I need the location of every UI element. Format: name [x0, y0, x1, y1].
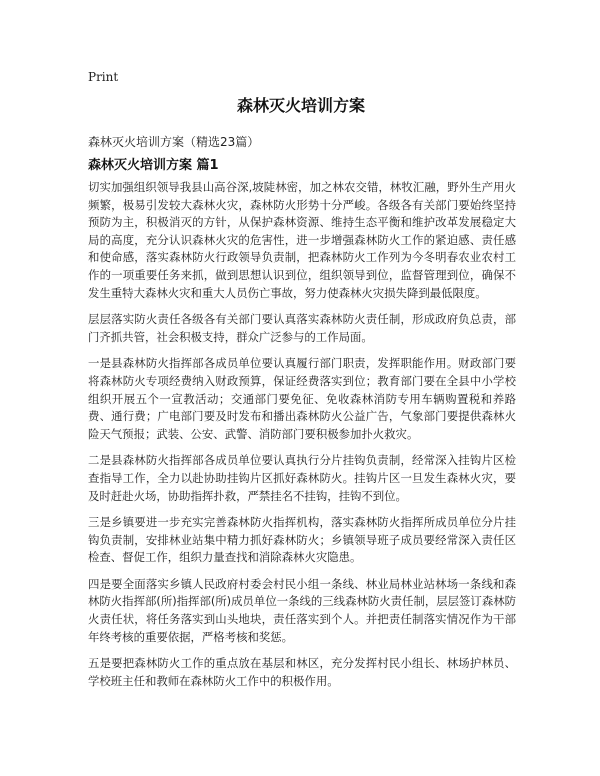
paragraph-point-three: 三是乡镇要进一步充实完善森林防火指挥机构，落实森林防火指挥所成员单位分片挂钩负责制，安排林业站集中精力抓好森林防火；乡镇领导班子成员要经常深入责任区检查、督促工作，组织力量查找和消除森林火灾隐患。: [88, 515, 516, 565]
document-title: 森林灭火培训方案: [236, 96, 365, 115]
print-label[interactable]: Print: [88, 70, 119, 84]
paragraph-intro: 切实加强组织领导我县山高谷深,坡陡林密，加之林农交错，林牧汇融，野外生产用火频繁，极易引发较大森林火灾，森林防火形势十分严峻。各级各有关部门要始终坚持预防为主，积极消灭的方针，从保护森林资源、维持生态平衡和维护改革发展稳定大局的高度，充分认识森林火灾的危害性，进一步增强森林防火工作的紧迫感、责任感和使命感，落实森林防火行政领导负责制，把森林防火工作列为今冬明春农业农村工作的一项重要任务来抓，做到思想认识到位，组织领导到位，监督管理到位，确保不发生重特大森林火灾和重大人员伤亡事故，努力使森林火灾损失降到最低限度。: [88, 180, 516, 300]
paragraph-responsibility: 层层落实防火责任各级各有关部门要认真落实森林防火责任制，形成政府负总责，部门齐抓共管，社会积极支持，群众广泛参与的工作局面。: [88, 312, 516, 344]
document-subtitle: 森林灭火培训方案（精选23篇）: [88, 135, 260, 149]
paragraph-point-five: 五是要把森林防火工作的重点放在基层和林区，充分发挥村民小组长、林场护林员、学校班主任和教师在森林防火工作中的积极作用。: [88, 656, 516, 688]
paragraph-point-one: 一是县森林防火指挥部各成员单位要认真履行部门职责，发挥职能作用。财政部门要将森林防火专项经费纳入财政预算，保证经费落实到位；教育部门要在全县中小学校组织开展五个一宣教活动；交通部门要免征、免收森林消防专用车辆购置税和养路费、通行费；广电部门要及时发布和播出森林防火公益广告，气象部门要提供森林火险天气预报；武装、公安、武警、消防部门要积极参加扑火救灾。: [88, 356, 516, 441]
paragraph-point-two: 二是县森林防火指挥部各成员单位要认真执行分片挂钩负责制，经常深入挂钩片区检查指导工作，全力以赴协助挂钩片区抓好森林防火。挂钩片区一旦发生森林火灾，要及时赶赴火场，协助指挥扑救，严禁挂名不挂钩，挂钩不到位。: [88, 453, 516, 503]
document-body: [88, 179, 516, 699]
paragraph-point-four: 四是要全面落实乡镇人民政府村委会村民小组一条线、林业局林业站林场一条线和森林防火指挥部(所)指挥部(所)成员单位一条线的三线森林防火责任制，层层签订森林防火责任状，将任务落实到山头地块，责任落实到个人。并把责任制落实情况作为干部年终考核的重要依据，严格考核和奖惩。: [88, 576, 516, 644]
section-heading: 森林灭火培训方案 篇1: [88, 158, 219, 173]
